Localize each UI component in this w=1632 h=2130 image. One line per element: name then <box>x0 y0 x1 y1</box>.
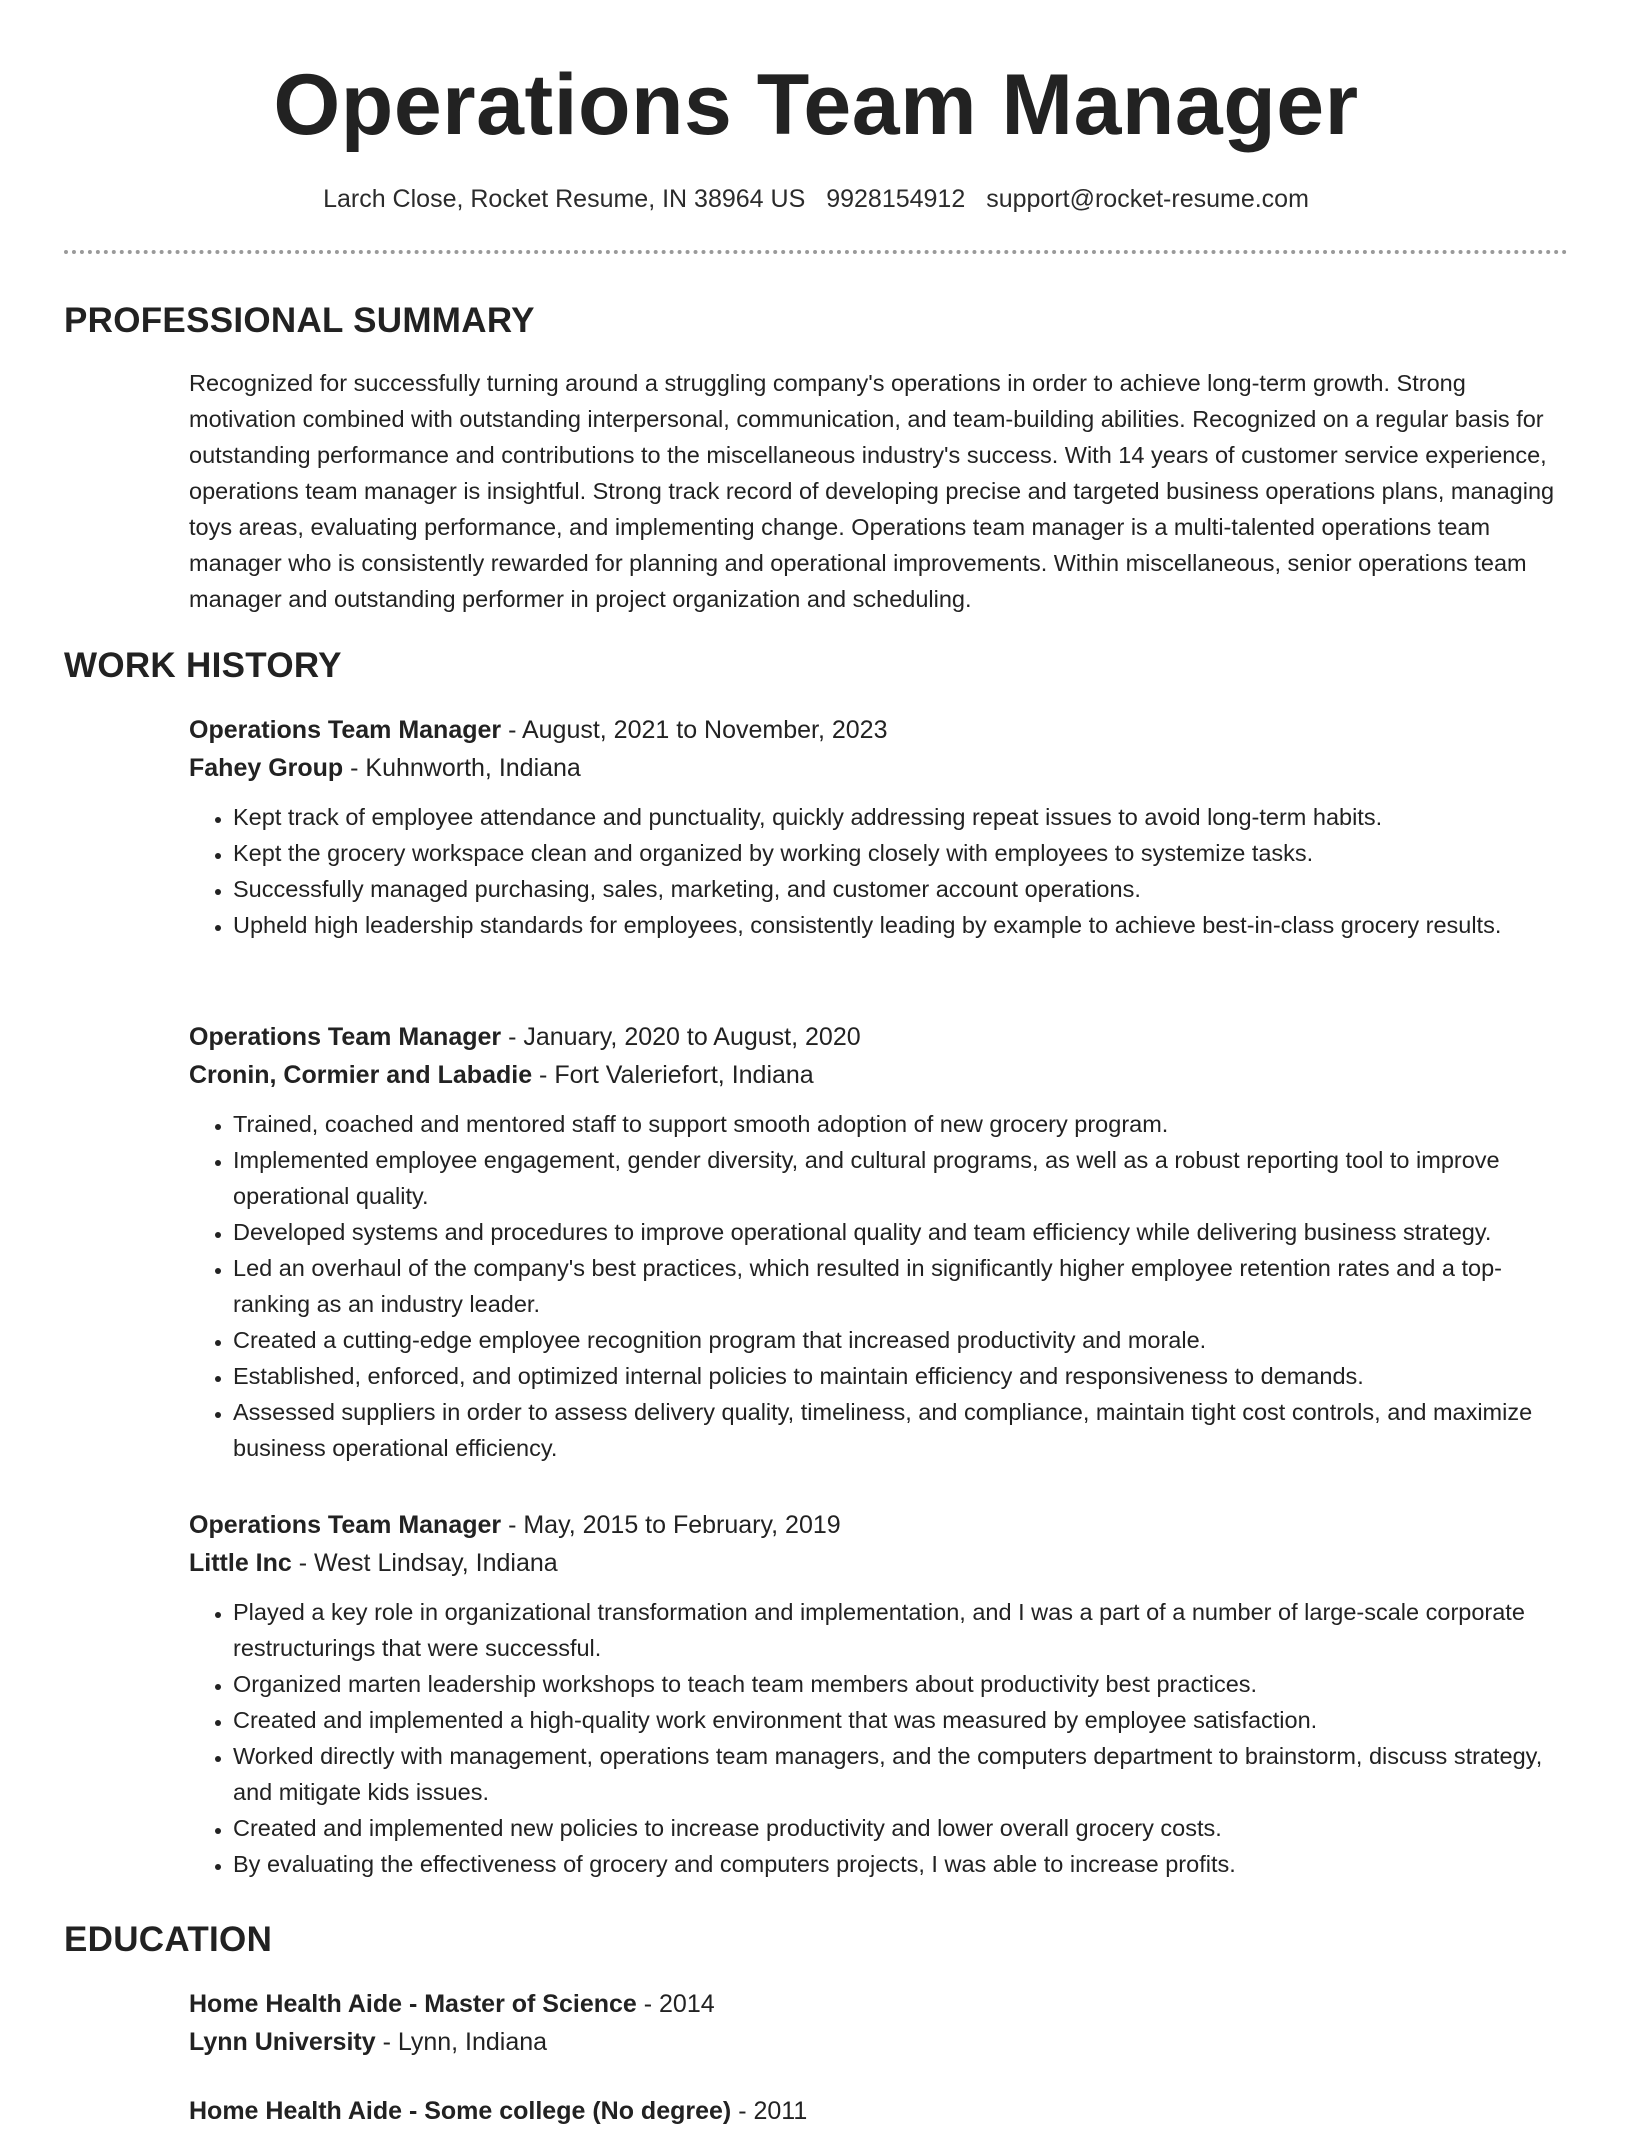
job-company: Little Inc <box>189 1549 292 1577</box>
bullet-item: • Led an overhaul of the company's best practices, which resulted in significantly higher employee retention rates and a top-ranking as an industry leader. <box>233 1250 1568 1322</box>
school: Lynn University <box>189 2028 376 2056</box>
bullet-item: • Established, enforced, and optimized internal policies to maintain efficiency and responsiveness to demands. <box>233 1358 1568 1394</box>
bullet-item: • Played a key role in organizational transformation and implementation, and I was a part of a number of large-scale corporate restructurings that were successful. <box>233 1594 1568 1666</box>
job-company-line <box>189 1544 1568 1582</box>
bullet-item: • Assessed suppliers in order to assess delivery quality, timeliness, and compliance, maintain tight cost controls, and maximize business operational efficiency. <box>233 1394 1568 1466</box>
bullet-item: • By evaluating the effectiveness of grocery and computers projects, I was able to increase profits. <box>233 1846 1568 1882</box>
education-entry <box>189 1985 1568 2061</box>
job-bullets <box>189 1106 1568 1466</box>
header-divider <box>64 250 1568 254</box>
job-company-line <box>189 1056 1568 1094</box>
degree-line <box>189 2092 1568 2130</box>
bullet-item: • Worked directly with management, operations team managers, and the computers department to brainstorm, discuss strategy, and mitigate kids issues. <box>233 1738 1568 1810</box>
phone: 9928154912 <box>826 185 966 213</box>
job-bullets <box>189 1594 1568 1882</box>
bullet-item: • Implemented employee engagement, gender diversity, and cultural programs, as well as a robust reporting tool to improve operational quality. <box>233 1142 1568 1214</box>
bullet-item: • Created a cutting-edge employee recognition program that increased productivity and morale. <box>233 1322 1568 1358</box>
education-entry <box>189 2092 1568 2130</box>
job-title-line <box>189 1018 1568 1056</box>
job-company-line <box>189 749 1568 787</box>
job-location: - Fort Valeriefort, Indiana <box>532 1061 814 1089</box>
job-role: Operations Team Manager <box>189 716 502 744</box>
degree-line <box>189 1985 1568 2023</box>
bullet-item: • Upheld high leadership standards for employees, consistently leading by example to achieve best-in-class grocery results. <box>233 907 1568 943</box>
bullet-item: • Created and implemented new policies to increase productivity and lower overall grocery costs. <box>233 1810 1568 1846</box>
job-bullets <box>189 799 1568 943</box>
job-entry <box>189 711 1568 943</box>
job-company: Fahey Group <box>189 754 344 782</box>
degree: Home Health Aide - Some college (No degree) <box>189 2097 732 2125</box>
bullet-item: • Kept track of employee attendance and punctuality, quickly addressing repeat issues to avoid long-term habits. <box>233 799 1568 835</box>
school-location: - Lynn, Indiana <box>375 2028 548 2056</box>
job-entry <box>189 1506 1568 1882</box>
degree: Home Health Aide - Master of Science <box>189 1990 637 2018</box>
summary-heading: PROFESSIONAL SUMMARY <box>64 301 535 340</box>
bullet-item: • Successfully managed purchasing, sales, marketing, and customer account operations. <box>233 871 1568 907</box>
degree-year: - 2011 <box>731 2097 808 2125</box>
bullet-item: • Trained, coached and mentored staff to support smooth adoption of new grocery program. <box>233 1106 1568 1142</box>
job-entry <box>189 1018 1568 1466</box>
email[interactable]: support@rocket-resume.com <box>986 185 1309 213</box>
address: Larch Close, Rocket Resume, IN 38964 US <box>323 185 806 213</box>
work-history-heading: WORK HISTORY <box>64 646 342 685</box>
bullet-item: • Developed systems and procedures to improve operational quality and team efficiency while delivering business strategy. <box>233 1214 1568 1250</box>
degree-year: - 2014 <box>636 1990 715 2018</box>
education-heading: EDUCATION <box>64 1920 273 1959</box>
contact-line <box>0 182 1632 216</box>
job-location: - West Lindsay, Indiana <box>291 1549 558 1577</box>
job-company: Cronin, Cormier and Labadie <box>189 1061 533 1089</box>
job-title-line <box>189 711 1568 749</box>
job-title-line <box>189 1506 1568 1544</box>
summary-text: Recognized for successfully turning around a struggling company's operations in order to achieve long-term growth. Strong motivation combined with outstanding interpersonal, communication, and team-building abilities. Recognized on a regular basis for outstanding performance and contributions to the miscellaneous industry's success. With 14 years of customer service experience, operations team manager is insightful. Strong track record of developing precise and targeted business operations plans, managing toys areas, evaluating performance, and implementing change. Operations team manager is a multi-talented operations team manager who is consistently rewarded for planning and operational improvements. Within miscellaneous, senior operations team manager and outstanding performer in project organization and scheduling. <box>189 370 1555 612</box>
job-role: Operations Team Manager <box>189 1511 502 1539</box>
summary-section <box>189 365 1568 617</box>
candidate-name: Operations Team Manager <box>273 57 1359 153</box>
job-dates: - August, 2021 to November, 2023 <box>501 716 888 744</box>
job-dates: - May, 2015 to February, 2019 <box>501 1511 841 1539</box>
school-line <box>189 2023 1568 2061</box>
bullet-item: • Created and implemented a high-quality work environment that was measured by employee satisfaction. <box>233 1702 1568 1738</box>
job-location: - Kuhnworth, Indiana <box>343 754 581 782</box>
job-role: Operations Team Manager <box>189 1023 502 1051</box>
bullet-item: • Kept the grocery workspace clean and organized by working closely with employees to systemize tasks. <box>233 835 1568 871</box>
job-dates: - January, 2020 to August, 2020 <box>501 1023 861 1051</box>
bullet-item: • Organized marten leadership workshops to teach team members about productivity best practices. <box>233 1666 1568 1702</box>
